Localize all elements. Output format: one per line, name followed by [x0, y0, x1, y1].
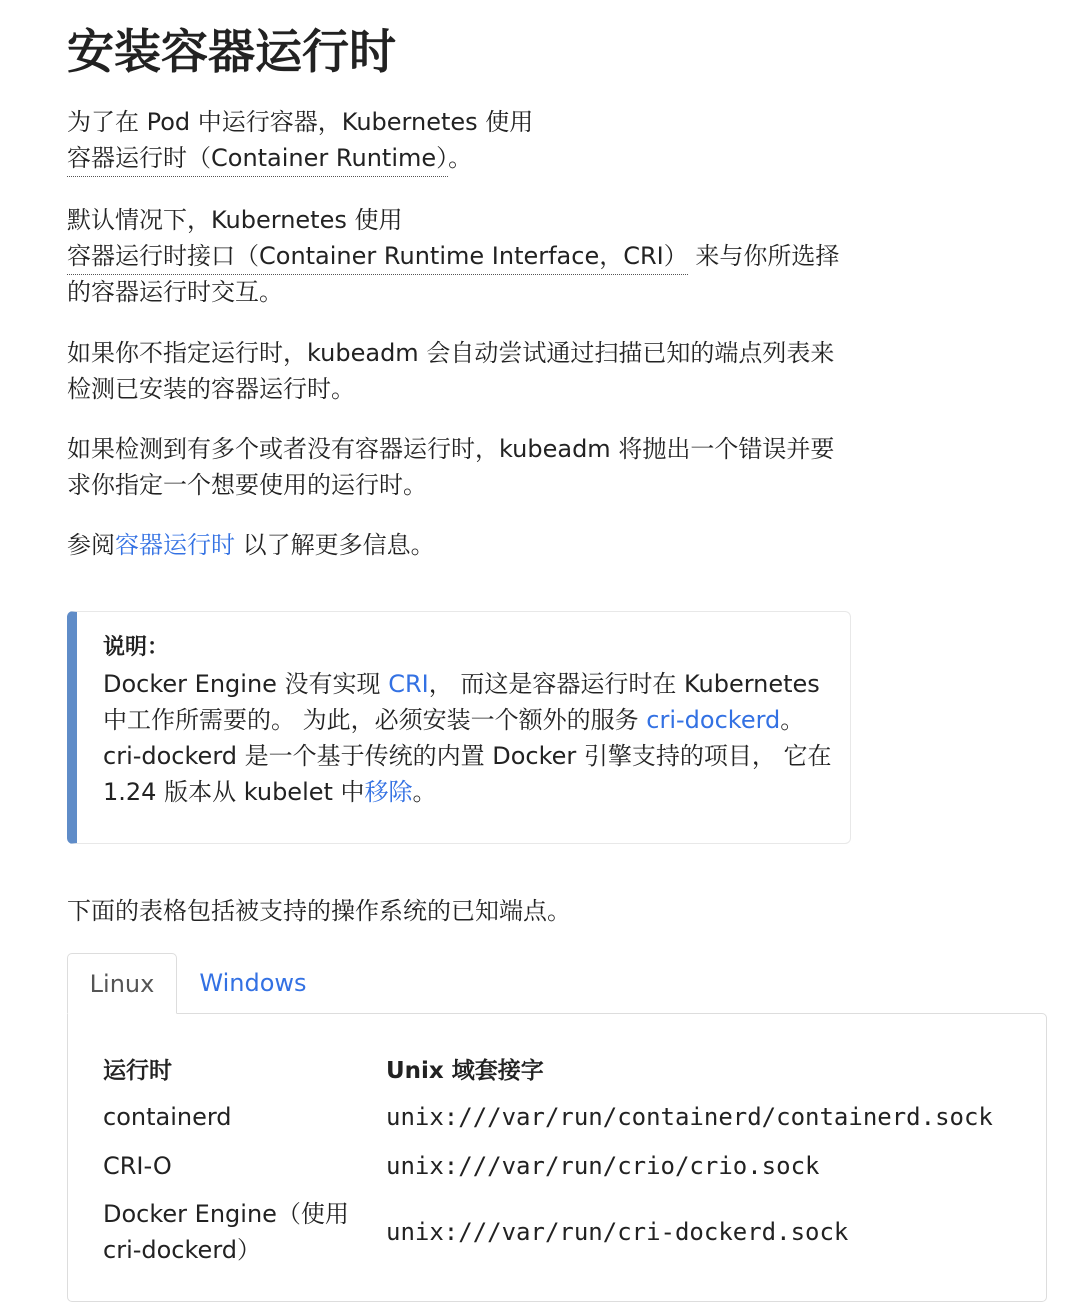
- os-tabs: [67, 953, 1047, 1014]
- cri-link[interactable]: CRI: [388, 670, 429, 698]
- note-text-3: 。 cri-dockerd 是一个基于传统的内置 Docker 引擎支持的项目， 它在 1.24 版本从 kubelet 中: [103, 706, 832, 806]
- tab-windows[interactable]: Windows: [199, 969, 307, 997]
- note-callout: [67, 611, 851, 844]
- glossary-term-cri[interactable]: 容器运行时接口（Container Runtime Interface，CRI）: [67, 242, 688, 275]
- note-text-1: Docker Engine 没有实现: [103, 670, 389, 698]
- runtime-cell: containerd: [103, 1102, 232, 1131]
- see-also-prefix: 参阅: [67, 531, 115, 559]
- table-row: [103, 1092, 1026, 1141]
- header-socket: Unix 域套接字: [386, 1057, 544, 1084]
- intro-text-2: 默认情况下，Kubernetes 使用: [67, 206, 403, 234]
- intro-p2-end: 来与你所选择的容器运行时交互。: [67, 242, 840, 306]
- note-body: [103, 630, 843, 810]
- see-also-suffix: 以了解更多信息。: [235, 531, 435, 559]
- intro-p1-end: 。: [448, 144, 473, 172]
- table-row: [103, 1190, 1026, 1274]
- note-text-2: ， 而这是容器运行时在 Kubernetes 中工作所需要的。 为此，必须安装一个额外的服务: [103, 670, 820, 734]
- removed-link[interactable]: 移除: [364, 778, 413, 806]
- socket-cell: unix:///var/run/crio/crio.sock: [386, 1151, 820, 1180]
- tab-panel-linux: [67, 1013, 1047, 1302]
- table-row: [103, 1141, 1026, 1190]
- intro-paragraph-5: [67, 527, 857, 563]
- intro-text-1: 为了在 Pod 中运行容器，Kubernetes 使用: [67, 108, 534, 136]
- note-label: 说明：: [103, 635, 170, 660]
- socket-cell: unix:///var/run/containerd/containerd.sock: [386, 1102, 993, 1131]
- glossary-term-container-runtime[interactable]: 容器运行时（Container Runtime）: [67, 144, 448, 177]
- intro-paragraph-3: 如果你不指定运行时，kubeadm 会自动尝试通过扫描已知的端点列表来检测已安装的容器运行时。: [67, 339, 835, 403]
- header-runtime: 运行时: [103, 1057, 172, 1084]
- tab-linux[interactable]: Linux: [67, 953, 177, 1014]
- runtime-cell: Docker Engine（使用 cri-dockerd）: [103, 1200, 349, 1264]
- intro-paragraph-4: 如果检测到有多个或者没有容器运行时，kubeadm 将抛出一个错误并要求你指定一个想要使用的运行时。: [67, 435, 835, 499]
- runtime-cell: CRI-O: [103, 1151, 172, 1180]
- intro-paragraph-1: [67, 104, 857, 176]
- intro-paragraph-2: [67, 202, 857, 310]
- socket-cell: unix:///var/run/cri-dockerd.sock: [386, 1218, 849, 1246]
- container-runtimes-link[interactable]: 容器运行时: [115, 531, 235, 559]
- note-text-4: 。: [412, 778, 437, 806]
- table-intro: 下面的表格包括被支持的操作系统的已知端点。: [67, 897, 571, 925]
- cri-dockerd-link[interactable]: cri-dockerd: [646, 706, 781, 734]
- page-title: 安装容器运行时: [67, 25, 396, 80]
- endpoints-table: [103, 1044, 1026, 1274]
